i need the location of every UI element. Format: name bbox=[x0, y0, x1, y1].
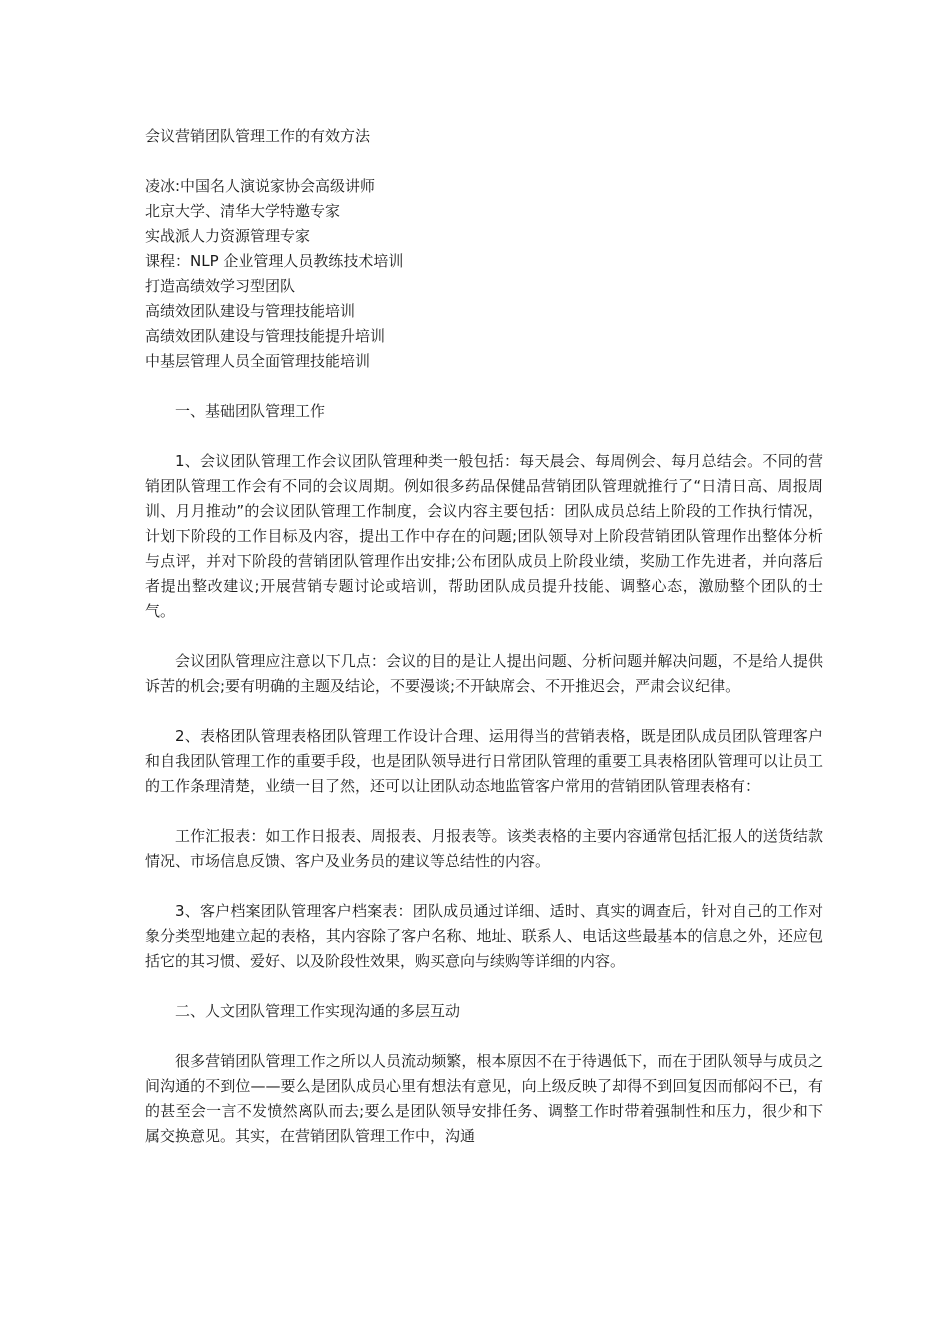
author-line: 高绩效团队建设与管理技能培训 bbox=[145, 302, 356, 320]
author-line: 北京大学、清华大学特邀专家 bbox=[145, 202, 341, 220]
author-line: 凌冰:中国名人演说家协会高级讲师 bbox=[145, 177, 376, 195]
author-line: 课程：NLP 企业管理人员教练技术培训 bbox=[145, 252, 404, 270]
document-body bbox=[145, 124, 823, 1149]
section-heading-communication: 二、人文团队管理工作实现沟通的多层互动 bbox=[175, 1002, 461, 1020]
paragraph-spacer bbox=[145, 699, 823, 724]
paragraph-work-report: 工作汇报表：如工作日报表、周报表、月报表等。该类表格的主要内容通常包括汇报人的送货结款情况、市场信息反馈、客户及业务员的建议等总结性的内容。 bbox=[145, 827, 823, 870]
author-line: 实战派人力资源管理专家 bbox=[145, 227, 311, 245]
paragraph-spacer bbox=[145, 974, 823, 999]
paragraph-spacer bbox=[145, 1024, 823, 1049]
paragraph-meeting-notes: 会议团队管理应注意以下几点：会议的目的是让人提出问题、分析问题并解决问题，不是给人提供诉苦的机会;要有明确的主题及结论，不要漫谈;不开缺席会、不开推迟会，严肃会议纪律。 bbox=[145, 652, 823, 695]
author-line: 中基层管理人员全面管理技能培训 bbox=[145, 352, 371, 370]
author-line: 打造高绩效学习型团队 bbox=[145, 277, 296, 295]
paragraph-communication: 很多营销团队管理工作之所以人员流动频繁，根本原因不在于待遇低下，而在于团队领导与成员之间沟通的不到位——要么是团队成员心里有想法有意见，向上级反映了却得不到回复因而郁闷不已，有的甚至会一言不发愤然离队而去;要么是团队领导安排任务、调整工作时带着强制性和压力，很少和下属交换意见。其实，在营销团队管理工作中，沟通 bbox=[145, 1052, 823, 1145]
paragraph-spacer bbox=[145, 624, 823, 649]
document-title: 会议营销团队管理工作的有效方法 bbox=[145, 127, 371, 145]
paragraph-spacer bbox=[145, 374, 823, 399]
paragraph-customer-files: 3、客户档案团队管理客户档案表：团队成员通过详细、适时、真实的调查后，针对自己的工作对象分类型地建立起的表格，其内容除了客户名称、地址、联系人、电话这些最基本的信息之外，还应包括它的其习惯、爱好、以及阶段性效果，购买意向与续购等详细的内容。 bbox=[145, 902, 823, 970]
paragraph-spacer bbox=[145, 424, 823, 449]
paragraph-forms: 2、表格团队管理表格团队管理工作设计合理、运用得当的营销表格，既是团队成员团队管理客户和自我团队管理工作的重要手段，也是团队领导进行日常团队管理的重要工具表格团队管理可以让员工的工作条理清楚，业绩一目了然，还可以让团队动态地监管客户常用的营销团队管理表格有： bbox=[145, 727, 823, 795]
author-line: 高绩效团队建设与管理技能提升培训 bbox=[145, 327, 386, 345]
paragraph-spacer bbox=[145, 799, 823, 824]
paragraph-spacer bbox=[145, 874, 823, 899]
section-heading-basic: 一、基础团队管理工作 bbox=[175, 402, 326, 420]
author-info-block bbox=[145, 174, 823, 374]
paragraph-meetings: 1、会议团队管理工作会议团队管理种类一般包括：每天晨会、每周例会、每月总结会。不同的营销团队管理工作会有不同的会议周期。例如很多药品保健品营销团队管理就推行了“日清日高、周报周训、月月推动”的会议团队管理工作制度，会议内容主要包括：团队成员总结上阶段的工作执行情况，计划下阶段的工作目标及内容，提出工作中存在的问题;团队领导对上阶段营销团队管理作出整体分析与点评，并对下阶段的营销团队管理作出安排;公布团队成员上阶段业绩，奖励工作先进者，并向落后者提出整改建议;开展营销专题讨论或培训，帮助团队成员提升技能、调整心态，激励整个团队的士气。 bbox=[145, 452, 823, 620]
